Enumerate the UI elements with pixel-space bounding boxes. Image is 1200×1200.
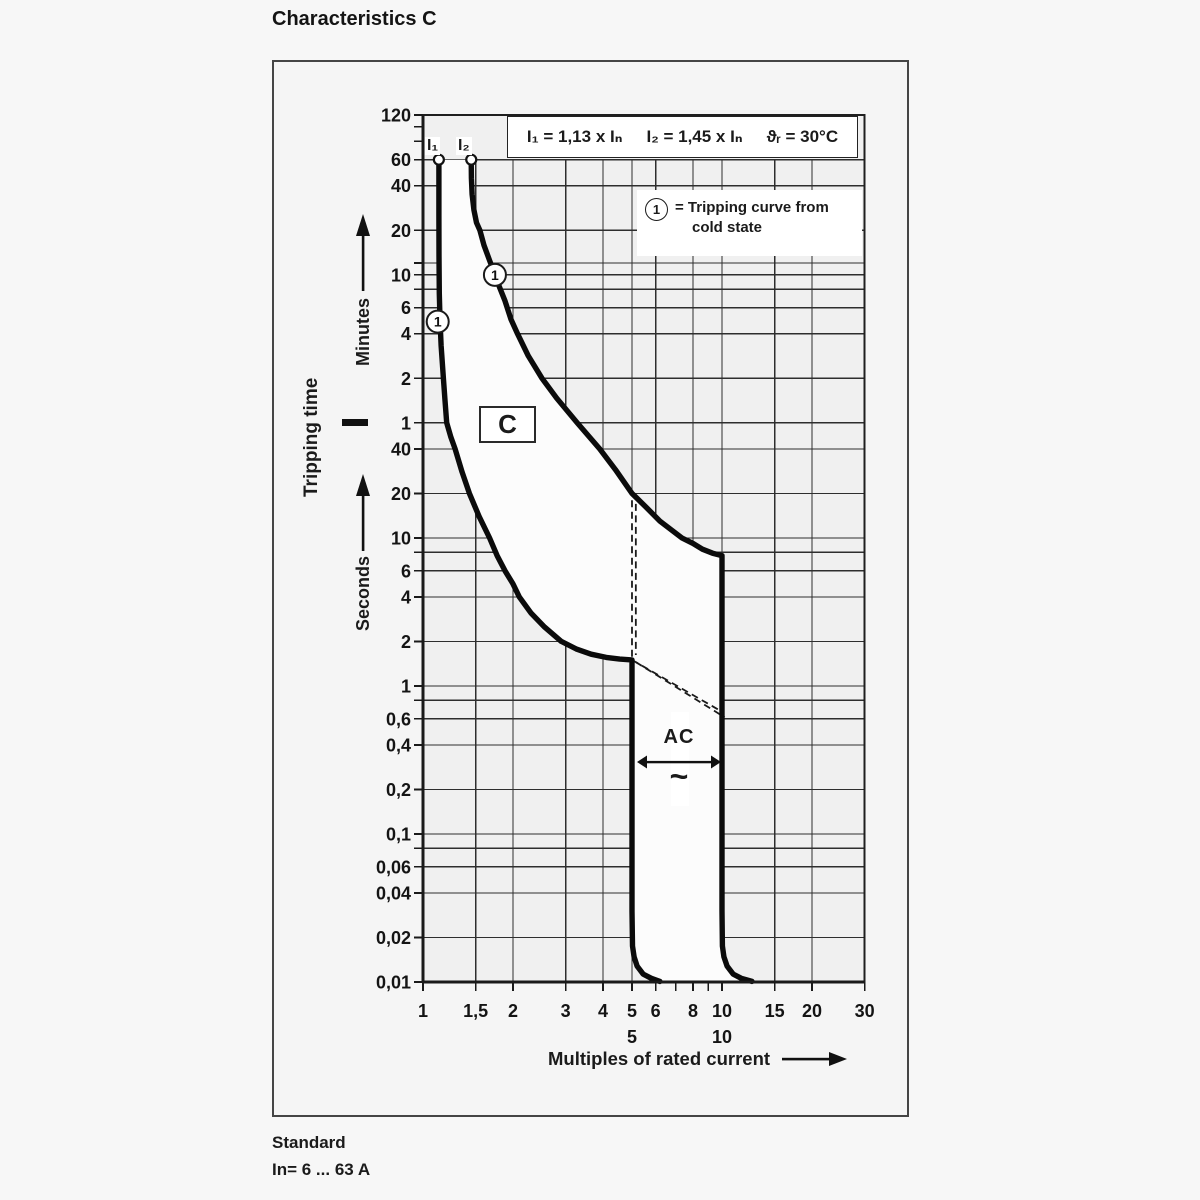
cold-state-curve-marker bbox=[427, 311, 449, 333]
seconds-axis-arrow-icon bbox=[355, 474, 371, 552]
svg-text:15: 15 bbox=[764, 1001, 785, 1021]
svg-text:20: 20 bbox=[390, 483, 411, 504]
legend-line2: cold state bbox=[692, 219, 763, 237]
svg-text:0,6: 0,6 bbox=[385, 709, 411, 730]
svg-text:2: 2 bbox=[400, 631, 411, 652]
formula-theta: ϑᵣ = 30°C bbox=[766, 127, 839, 146]
svg-text:3: 3 bbox=[560, 1001, 571, 1021]
svg-text:30: 30 bbox=[854, 1001, 875, 1021]
cold-state-curve-marker bbox=[484, 264, 506, 286]
x-axis-secondary-label: 10 bbox=[711, 1027, 733, 1047]
formula-i2: I₂ = 1,45 x Iₙ bbox=[646, 127, 743, 146]
x-axis-title: Multiples of rated current bbox=[548, 1048, 771, 1069]
svg-text:6: 6 bbox=[400, 561, 411, 582]
svg-text:6: 6 bbox=[400, 298, 411, 319]
formula-i1: I₁ = 1,13 x Iₙ bbox=[526, 127, 623, 146]
svg-text:2: 2 bbox=[400, 368, 411, 389]
x-axis-arrow-icon bbox=[782, 1051, 848, 1067]
svg-text:20: 20 bbox=[390, 220, 411, 241]
legend-circled-1-icon: 1 bbox=[645, 198, 668, 221]
svg-text:1: 1 bbox=[400, 413, 411, 434]
svg-text:40: 40 bbox=[390, 176, 411, 197]
y-unit-minutes: Minutes bbox=[353, 297, 373, 366]
svg-text:1,5: 1,5 bbox=[463, 1001, 489, 1021]
svg-text:1: 1 bbox=[417, 1001, 429, 1021]
svg-text:0,1: 0,1 bbox=[385, 824, 411, 845]
y-axis-tick-labels bbox=[376, 106, 411, 993]
x-axis-title-row bbox=[548, 1048, 848, 1070]
minutes-seconds-divider bbox=[342, 419, 368, 426]
svg-text:4: 4 bbox=[400, 324, 411, 345]
svg-text:120: 120 bbox=[380, 105, 411, 126]
svg-text:60: 60 bbox=[390, 150, 411, 171]
ac-tilde-symbol: ~ bbox=[669, 758, 689, 794]
svg-text:0,06: 0,06 bbox=[375, 857, 411, 878]
svg-text:40: 40 bbox=[390, 439, 411, 460]
current-i2-label: I₂ bbox=[458, 137, 470, 154]
svg-text:2: 2 bbox=[508, 1001, 519, 1021]
svg-text:4: 4 bbox=[400, 587, 411, 608]
formula-box bbox=[507, 116, 858, 158]
page-title: Characteristics C bbox=[272, 8, 437, 30]
footer-standard: Standard bbox=[272, 1133, 346, 1152]
svg-text:5: 5 bbox=[626, 1001, 637, 1021]
y-axis-title: Tripping time bbox=[301, 377, 322, 497]
legend-line1: = Tripping curve from bbox=[675, 199, 829, 216]
minutes-axis-arrow-icon bbox=[355, 214, 371, 292]
curve-start-circle bbox=[466, 155, 476, 165]
svg-text:0,4: 0,4 bbox=[385, 735, 411, 756]
svg-text:10: 10 bbox=[390, 265, 411, 286]
footer-rated-current-range: In= 6 ... 63 A bbox=[272, 1160, 371, 1179]
svg-text:6: 6 bbox=[650, 1001, 661, 1021]
legend-box bbox=[637, 190, 862, 256]
curve-class-label: C bbox=[479, 406, 536, 443]
svg-text:8: 8 bbox=[688, 1001, 699, 1021]
svg-text:1: 1 bbox=[400, 676, 411, 697]
curve-start-circle bbox=[434, 155, 444, 165]
x-axis-tick-labels bbox=[418, 1001, 875, 1047]
svg-text:0,01: 0,01 bbox=[375, 972, 411, 993]
legend-text bbox=[675, 198, 829, 239]
svg-text:1: 1 bbox=[491, 266, 499, 283]
svg-text:1: 1 bbox=[433, 313, 442, 330]
svg-text:10: 10 bbox=[711, 1001, 733, 1021]
y-unit-seconds: Seconds bbox=[353, 555, 373, 631]
svg-text:0,2: 0,2 bbox=[385, 779, 411, 800]
svg-text:4: 4 bbox=[598, 1001, 609, 1021]
svg-text:0,04: 0,04 bbox=[375, 883, 411, 904]
svg-text:20: 20 bbox=[801, 1001, 823, 1021]
svg-text:10: 10 bbox=[390, 528, 411, 549]
current-i1-label: I₁ bbox=[427, 137, 439, 154]
ac-label: AC bbox=[663, 726, 695, 748]
x-axis-secondary-label: 5 bbox=[626, 1027, 637, 1047]
svg-text:0,02: 0,02 bbox=[375, 927, 411, 948]
